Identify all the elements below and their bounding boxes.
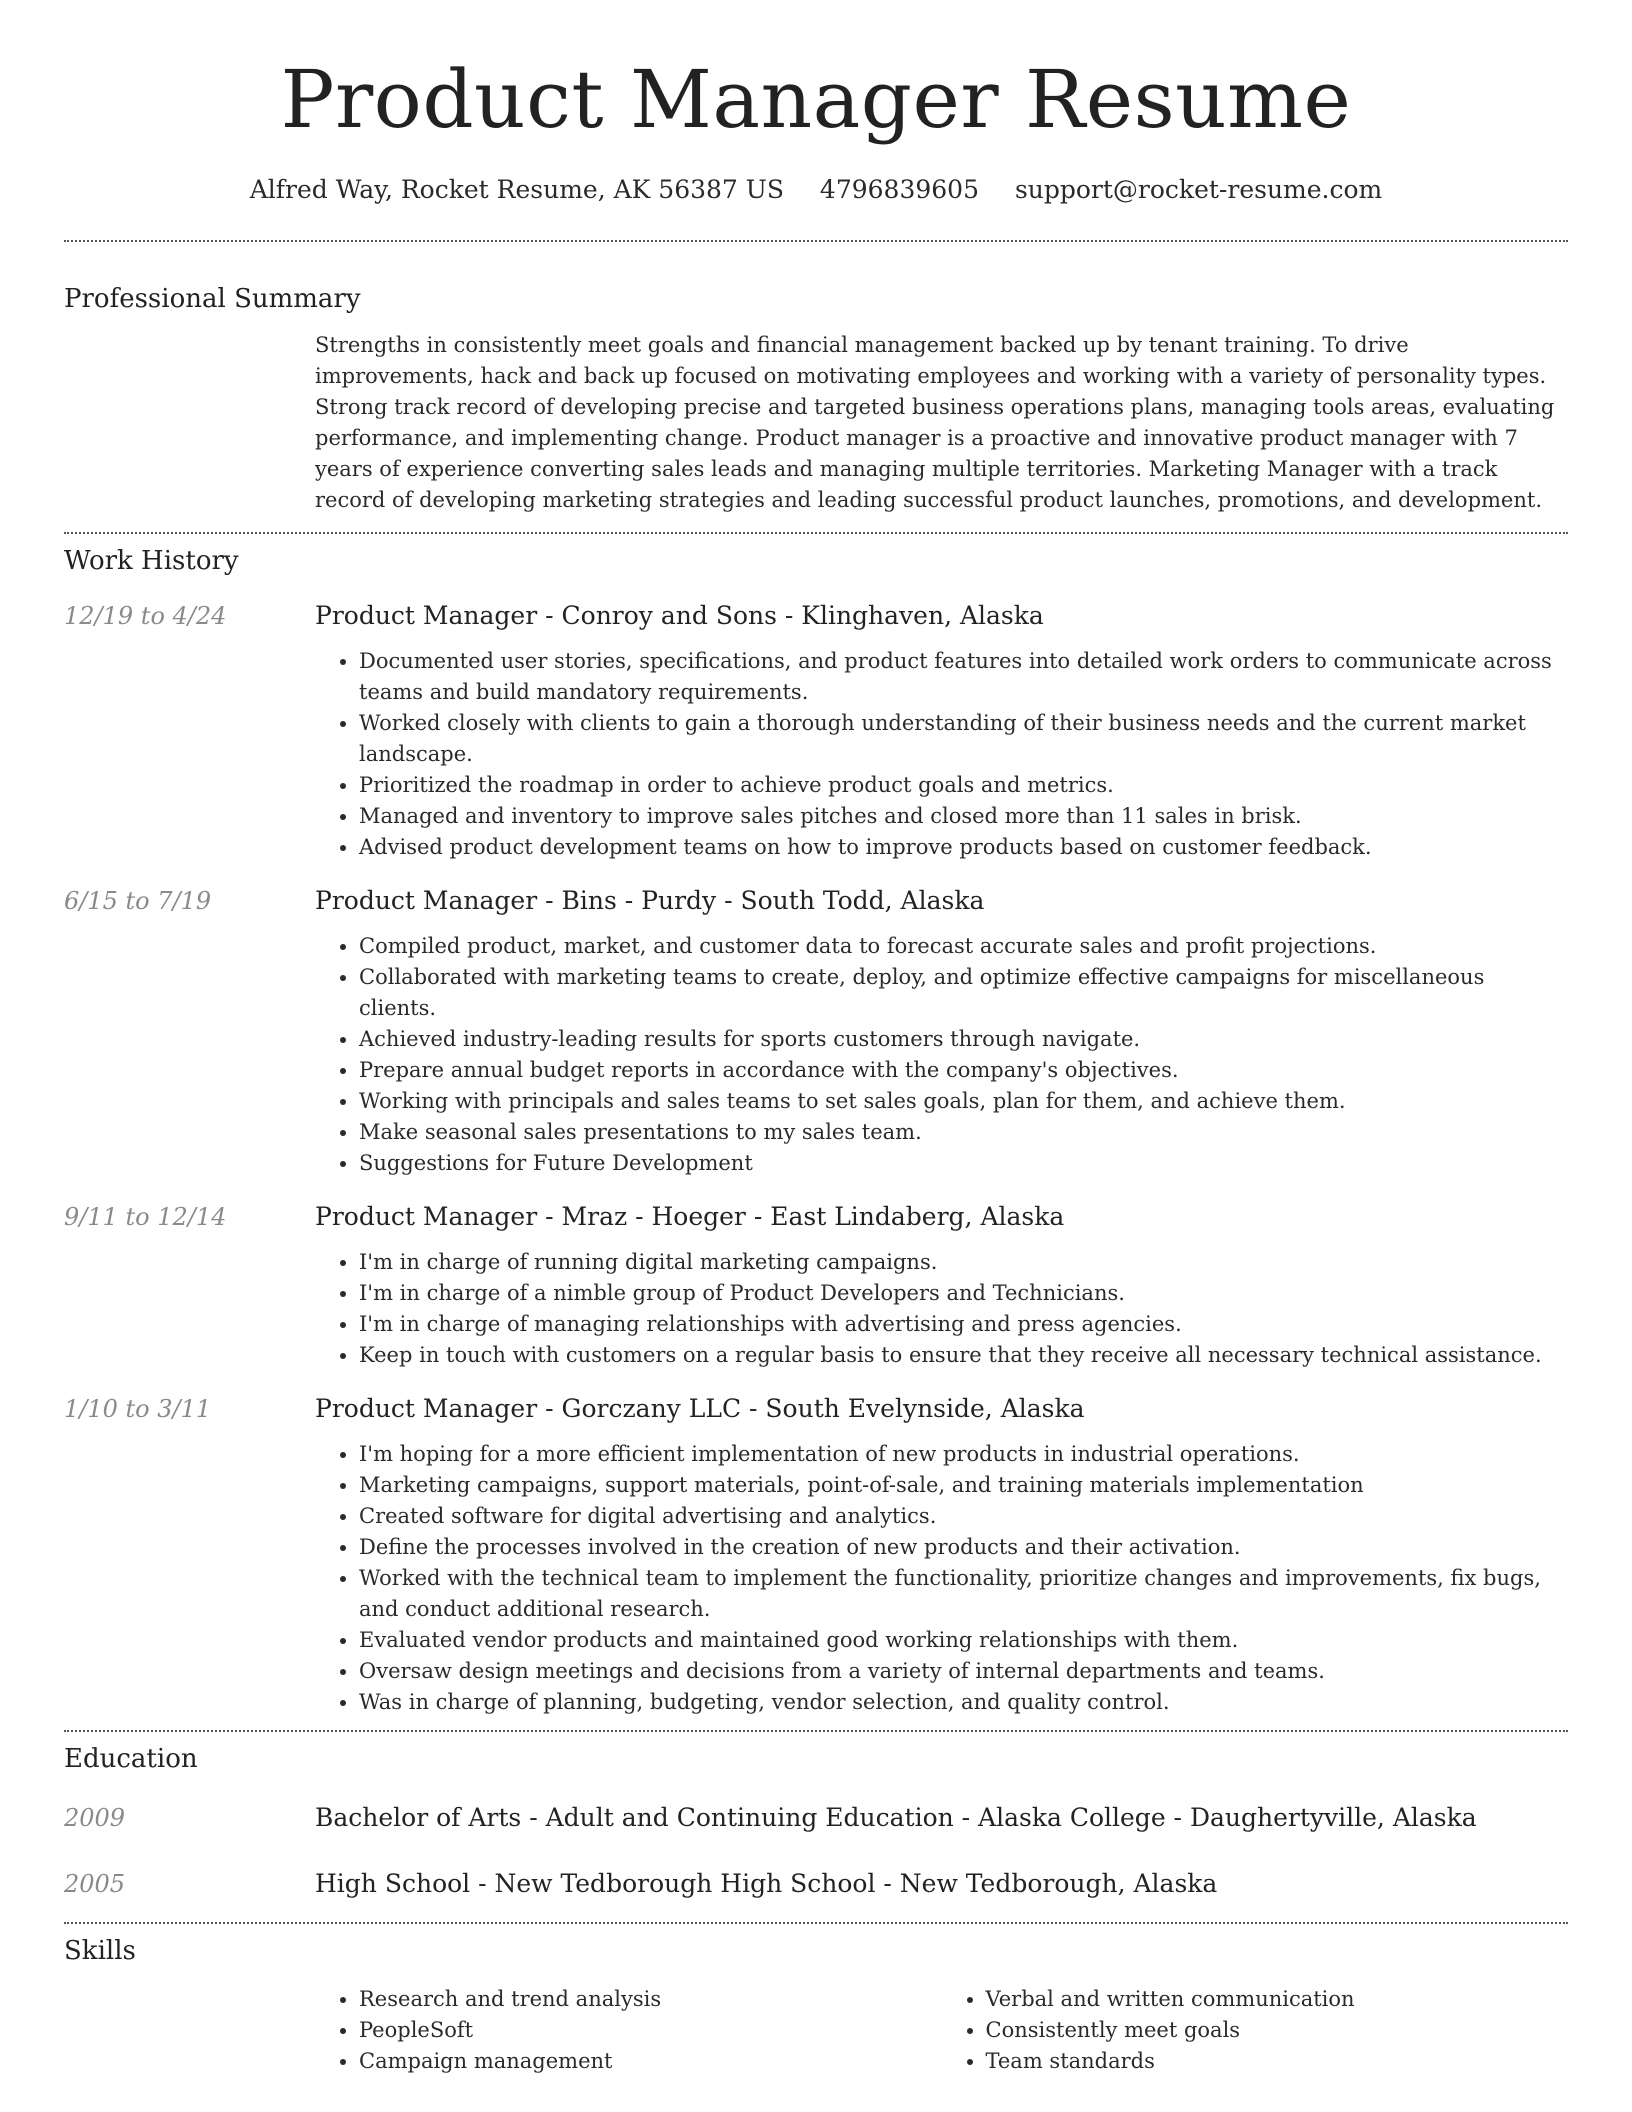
list-item: • Suggestions for Future Development bbox=[359, 1148, 1568, 1179]
job-dates: 1/10 to 3/11 bbox=[64, 1395, 212, 1423]
job-title: Product Manager - Bins - Purdy - South Todd, Alaska bbox=[315, 886, 985, 915]
list-item: • Worked closely with clients to gain a thorough understanding of their business needs and the current market landscape. bbox=[359, 708, 1568, 770]
page-title: Product Manager Resume bbox=[280, 53, 1352, 146]
divider bbox=[64, 240, 1568, 242]
divider bbox=[64, 1730, 1568, 1732]
contact-line bbox=[64, 174, 1568, 206]
divider bbox=[64, 1922, 1568, 1924]
education-list bbox=[64, 1802, 1568, 1922]
list-item: • I'm hoping for a more efficient implementation of new products in industrial operations. bbox=[359, 1439, 1568, 1470]
education-year: 2009 bbox=[64, 1804, 126, 1832]
skills-list-right bbox=[942, 1984, 1569, 2077]
education-title: High School - New Tedborough High School - New Tedborough, Alaska bbox=[315, 1869, 1218, 1898]
list-item: • Managed and inventory to improve sales pitches and closed more than 11 sales in brisk. bbox=[359, 801, 1568, 832]
job-dates: 12/19 to 4/24 bbox=[64, 602, 227, 630]
job-dates: 6/15 to 7/19 bbox=[64, 887, 212, 915]
skill-item: • PeopleSoft bbox=[359, 2015, 942, 2046]
list-item: • Make seasonal sales presentations to my sales team. bbox=[359, 1117, 1568, 1148]
list-item: • Worked with the technical team to implement the functionality, prioritize changes and improvements, fix bugs, and conduct additional research. bbox=[359, 1563, 1568, 1625]
list-item: • Advised product development teams on how to improve products based on customer feedback. bbox=[359, 832, 1568, 863]
section-heading-skills: Skills bbox=[64, 1936, 136, 1966]
list-item: • Evaluated vendor products and maintained good working relationships with them. bbox=[359, 1625, 1568, 1656]
job-entry bbox=[64, 600, 1568, 863]
job-body bbox=[315, 885, 1568, 1179]
divider bbox=[64, 532, 1568, 534]
list-item: • Define the processes involved in the creation of new products and their activation. bbox=[359, 1532, 1568, 1563]
list-item: • I'm in charge of running digital marketing campaigns. bbox=[359, 1247, 1568, 1278]
list-item: • Prioritized the roadmap in order to achieve product goals and metrics. bbox=[359, 770, 1568, 801]
contact-email: support@rocket-resume.com bbox=[1014, 175, 1383, 204]
skill-item: • Verbal and written communication bbox=[986, 1984, 1569, 2015]
list-item: • I'm in charge of managing relationships with advertising and press agencies. bbox=[359, 1309, 1568, 1340]
education-entry bbox=[64, 1868, 1568, 1900]
skills-columns bbox=[315, 1984, 1568, 2077]
job-title: Product Manager - Gorczany LLC - South Evelynside, Alaska bbox=[315, 1394, 1085, 1423]
skill-item: • Campaign management bbox=[359, 2046, 942, 2077]
job-entry bbox=[64, 885, 1568, 1179]
skill-item: • Team standards bbox=[986, 2046, 1569, 2077]
job-body bbox=[315, 600, 1568, 863]
section-heading-summary: Professional Summary bbox=[64, 284, 361, 314]
list-item: • Achieved industry-leading results for sports customers through navigate. bbox=[359, 1024, 1568, 1055]
education-body bbox=[315, 1868, 1568, 1900]
list-item: • Marketing campaigns, support materials, point-of-sale, and training materials implementation bbox=[359, 1470, 1568, 1501]
list-item: • Compiled product, market, and customer data to forecast accurate sales and profit projections. bbox=[359, 931, 1568, 962]
list-item: • Keep in touch with customers on a regular basis to ensure that they receive all necessary technical assistance. bbox=[359, 1340, 1568, 1371]
contact-address: Alfred Way, Rocket Resume, AK 56387 US bbox=[249, 175, 784, 204]
list-item: • Oversaw design meetings and decisions from a variety of internal departments and teams. bbox=[359, 1656, 1568, 1687]
section-heading-work: Work History bbox=[64, 546, 239, 576]
education-body bbox=[315, 1802, 1568, 1834]
list-item: • Created software for digital advertising and analytics. bbox=[359, 1501, 1568, 1532]
education-title: Bachelor of Arts - Adult and Continuing Education - Alaska College - Daughertyville, Alaska bbox=[315, 1803, 1477, 1832]
summary-text: Strengths in consistently meet goals and financial management backed up by tenant training. To drive improvements, hack and back up focused on motivating employees and working with a variety of personality types. Strong track record of developing precise and targeted business operations plans, managing tools areas, evaluating performance, and implementing change. Product manager is a proactive and innovative product manager with 7 years of experience converting sales leads and managing multiple territories. Marketing Manager with a track record of developing marketing strategies and leading successful product launches, promotions, and development. bbox=[315, 333, 1555, 512]
job-entry bbox=[64, 1201, 1568, 1371]
education-entry bbox=[64, 1802, 1568, 1834]
job-title: Product Manager - Mraz - Hoeger - East Lindaberg, Alaska bbox=[315, 1202, 1065, 1231]
job-bullets bbox=[315, 1247, 1568, 1371]
section-heading-education: Education bbox=[64, 1744, 198, 1774]
job-title: Product Manager - Conroy and Sons - Klinghaven, Alaska bbox=[315, 601, 1044, 630]
work-history-list bbox=[64, 600, 1568, 1730]
skills-list-left bbox=[315, 1984, 942, 2077]
job-body bbox=[315, 1393, 1568, 1718]
job-entry bbox=[64, 1393, 1568, 1718]
list-item: • Prepare annual budget reports in accordance with the company's objectives. bbox=[359, 1055, 1568, 1086]
list-item: • I'm in charge of a nimble group of Product Developers and Technicians. bbox=[359, 1278, 1568, 1309]
contact-phone: 4796839605 bbox=[819, 175, 979, 204]
skill-item: • Consistently meet goals bbox=[986, 2015, 1569, 2046]
job-bullets bbox=[315, 646, 1568, 863]
job-bullets bbox=[315, 1439, 1568, 1718]
list-item: • Collaborated with marketing teams to create, deploy, and optimize effective campaigns for miscellaneous clients. bbox=[359, 962, 1568, 1024]
skill-item: • Research and trend analysis bbox=[359, 1984, 942, 2015]
education-year: 2005 bbox=[64, 1870, 126, 1898]
list-item: • Documented user stories, specifications, and product features into detailed work orders to communicate across teams and build mandatory requirements. bbox=[359, 646, 1568, 708]
job-bullets bbox=[315, 931, 1568, 1179]
job-dates: 9/11 to 12/14 bbox=[64, 1203, 227, 1231]
list-item: • Was in charge of planning, budgeting, vendor selection, and quality control. bbox=[359, 1687, 1568, 1718]
list-item: • Working with principals and sales teams to set sales goals, plan for them, and achieve them. bbox=[359, 1086, 1568, 1117]
job-body bbox=[315, 1201, 1568, 1371]
